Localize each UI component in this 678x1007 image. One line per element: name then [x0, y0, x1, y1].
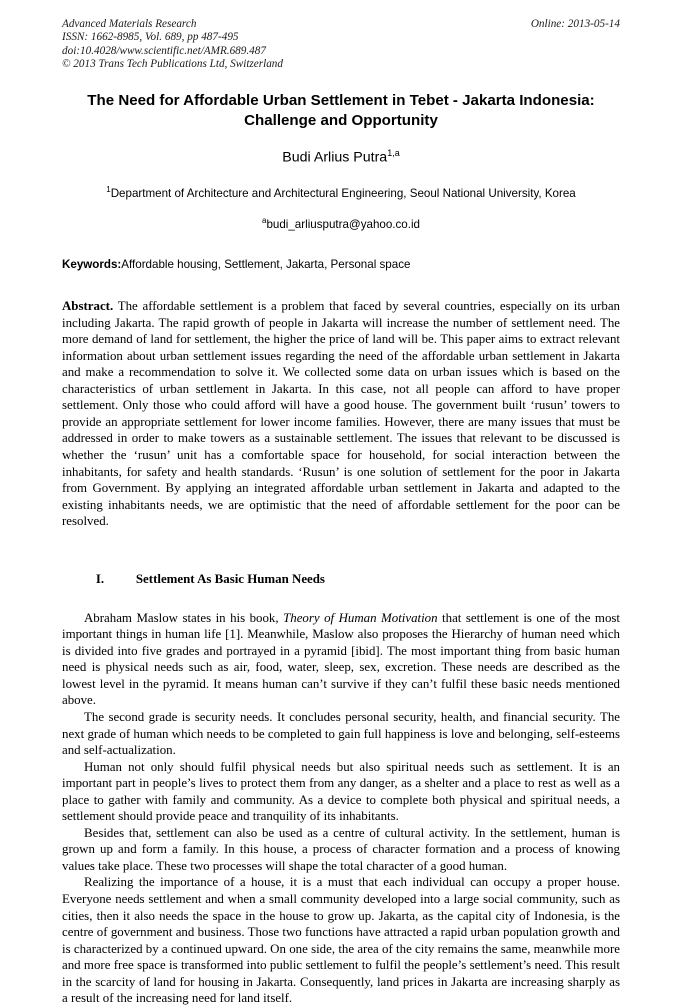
paragraph-text: The second grade is security needs. It concludes personal security, health, and financial security. The next grade of human which needs to be completed to gain full happiness is love and belonging, self-esteems and self-actualization. — [62, 710, 620, 758]
journal-copyright: © 2013 Trans Tech Publications Ltd, Switzerland — [62, 58, 283, 71]
journal-name: Advanced Materials Research — [62, 18, 197, 30]
affiliation-text: Department of Architecture and Architectural Engineering, Seoul National University, Korea — [110, 187, 576, 201]
author-affiliation-marker: 1,a — [387, 147, 400, 158]
paragraph-text: Human not only should fulfil physical needs but also spiritual needs such as settlement. It is an important part in people’s lives to protect them from any danger, as a shelter and a place to rest as well as a place to gather with family and community. As a device to complete both physical and spiritual needs, a settlement should provide peace and tranquility of its inhabitants. — [62, 759, 620, 824]
affiliation-line — [62, 182, 620, 202]
section-number: I. — [95, 571, 105, 586]
online-publication-date: Online: 2013-05-14 — [530, 18, 620, 30]
body-paragraph — [62, 825, 620, 875]
body-paragraph — [62, 709, 620, 759]
abstract-label: Abstract. — [62, 299, 114, 314]
email-address: budi_arliusputra@yahoo.co.id — [266, 218, 421, 232]
paragraph-text: Besides that, settlement can also be used as a centre of cultural activity. In the settlement, human is grown up and form a family. In this house, a process of character formation and a process of knowing values take place. These two processes will shape the total character of a good human. — [62, 825, 620, 873]
book-title-italic: Theory of Human Motivation — [283, 610, 438, 625]
journal-header — [62, 18, 620, 72]
keywords-line — [62, 257, 620, 273]
abstract-paragraph — [62, 298, 620, 530]
email-marker: a — [261, 216, 267, 226]
page-title: The Need for Affordable Urban Settlement in Tebet - Jakarta Indonesia: Challenge and Opportunity — [87, 91, 595, 129]
body-paragraph — [62, 759, 620, 825]
body-paragraph — [62, 610, 620, 709]
email-line — [62, 213, 620, 233]
author-line — [62, 144, 620, 167]
paragraph-text-post: that settlement is one of the most important things in human life [1]. Meanwhile, Maslow also proposes the Hierarchy of human need which is divided into five grades and portrayed in a pyramid [ibid]. The most important thing from basic human need is physical needs such as air, food, water, sleep, sex, excretion. These needs are described as the lowest level in the pyramid. It means human can’t survive if they can’t fulfil these basic needs mentioned above. — [62, 610, 620, 708]
journal-issn-volume: ISSN: 1662-8985, Vol. 689, pp 487-495 — [62, 31, 239, 44]
section-title: Settlement As Basic Human Needs — [135, 571, 325, 586]
author-name: Budi Arlius Putra — [282, 149, 388, 166]
keywords-values: Affordable housing, Settlement, Jakarta, Personal space — [121, 258, 411, 272]
section-heading — [62, 554, 620, 605]
journal-identity-block — [62, 18, 482, 72]
body-paragraph — [62, 874, 620, 1006]
paragraph-text-pre: Abraham Maslow states in his book, — [84, 610, 284, 625]
abstract-text: The affordable settlement is a problem that faced by several countries, especially on its urban including Jakarta. The rapid growth of people in Jakarta will increase the number of settlement need. The more demand of land for settlement, the higher the price of land will be. This paper aims to extract relevant information about urban settlement issues regarding the need of the affordable urban settlement in Jakarta and make a recommendation to solve it. We collected some data on urban issues which is based on the characteristics of urban settlement in Jakarta. In this case, not all people can afford to have proper settlement. Only those who could afford will have a good house. The government built ‘rusun’ towers to provide an appropriate settlement for lower income families. However, there are many issues that must be addressed in order to make towers as a sustainable settlement. The issues that relevant to be discussed is whether the ‘rusun’ unit has a comfortable space for household, for social interaction between the inhabitants, for safety and health standards. ‘Rusun’ is one solution of settlement for the poor in Jakarta from Government. By applying an integrated affordable urban settlement in Jakarta and adapted to the existing inhabitants needs, we are optimistic that the need of affordable settlement for the poor can be resolved. — [62, 299, 620, 529]
journal-doi: doi:10.4028/www.scientific.net/AMR.689.487 — [62, 44, 266, 57]
affiliation-marker: 1 — [106, 185, 111, 195]
paragraph-text: Realizing the importance of a house, it is a must that each individual can occupy a proper house. Everyone needs settlement and when a small community developed into a large social community, such as cities, then it also needs the space in the house to grow up. Jakarta, as the capital city of Indonesia, is the centre of government and business. Those two functions have attracted a rapid urban population growth and is characterized by a continued upward. On one side, the area of the city remains the same, meanwhile more and more free space is transformed into public settlement to fulfil the people’s settlement’s need. This result in the scarcity of land for housing in Jakarta. Consequently, land prices in Jakarta are increasing sharply as a result of the increasing need for land itself. — [62, 875, 620, 1006]
keywords-label: Keywords: — [62, 258, 122, 272]
